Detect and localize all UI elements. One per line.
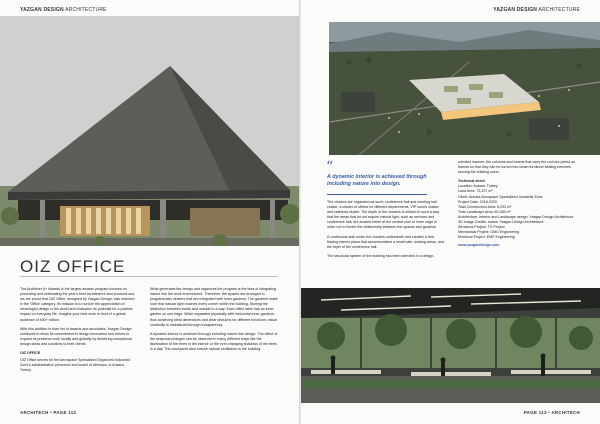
right-page: [301, 0, 600, 424]
paragraph: oriented manner; the columns and beams that carry the roof are joined as frames so that they can be turned into urban furniture/ seating benches serving the building users.: [458, 160, 576, 175]
aerial-illustration: [329, 22, 600, 155]
right-column-1: [327, 200, 445, 263]
interior-illustration: [301, 288, 600, 403]
paragraph: OIZ Office serves for the Aerospace Specialized Organized Industrial Zone's administrative personnel and board of directors, in Ankara, Turkey.: [20, 358, 130, 373]
tech-line: Total Landscape Area: 63,356 m²: [458, 209, 511, 214]
paragraph: With this addition to their list of awards and accolades, Yazgan Design continues to show its commitment to design innovation and strives to expand its presence both locally and globally by delivering exceptional design ideas and solutions to their clients.: [20, 326, 132, 346]
running-head-right: YAZGAN DESIGN ARCHITECTURE: [493, 7, 580, 13]
tech-line: 3D Image Credits: Isatus, Yazgan Design Architecture: [458, 220, 544, 225]
article-title: OIZ OFFICE: [20, 257, 126, 276]
left-column-1: [20, 287, 137, 377]
aerial-night-photo: [329, 22, 600, 155]
tech-line: Location: Ankara, Turkey: [458, 184, 498, 189]
running-head-left: YAZGAN DESIGN ARCHITECTURE: [20, 7, 107, 13]
left-page: [0, 0, 299, 424]
paragraph: The clusters are organized as such; conference hall and meeting hall cluster, a cluster of offices for different departments, VIP rooms cluster, and cafeteria cluster. The depth of the clusters is utilized in such a way that the areas that do not require natural light, such as services and conference hall, are located either at the central core or inner edge in order not to hinder the relationship between the spaces and gardens.: [327, 200, 440, 230]
paragraph: A dynamic interior is achieved through including nature into design. The effect of the seasonal changes can be observed in many different ways like the illumination of the trees in the interior or the ever-changing shadows of the trees in a day. The courtyards also ensure natural ventilation in the building.: [150, 331, 278, 352]
paragraph: The Architizer A+ Awards is the largest awards program focused on promoting and celebrating the year's best architecture and products and we are proud that OIZ Office, designed by Yazgan Design, was selected in the 'Office' category. Its mission is to nurture the appreciation of meaningful design in the world and champion its potential for a positive impact on everyday life. Imagine your best work in front of a global audience of 400+ million.: [20, 287, 135, 322]
pull-quote: A dynamic interior is achieved through including nature into design.: [327, 174, 427, 187]
tech-line: Electrical Project: EMP Engineering: [458, 235, 515, 240]
page-footer-right: PAGE 113 • ARCHITECH: [523, 410, 580, 415]
building-illustration: [0, 16, 299, 246]
right-column-2: [458, 160, 583, 253]
tech-line: Project Date: 2018-2020: [458, 199, 497, 204]
tech-line: Land Area: 73,237 m²: [458, 189, 493, 194]
section-heading: OIZ OFFICE: [20, 351, 41, 356]
tech-line: Structural Project: TG Project: [458, 225, 505, 230]
tech-line: Mechanical Project: GMG Engineering: [458, 230, 520, 235]
website-link[interactable]: www.yazgandesign.com: [458, 243, 500, 248]
tech-line: Architecture, Interior and Landscape design: Yazgan Design Architecture: [458, 214, 574, 219]
tech-line: Client: Ankara Aerospace Specialized Industrial Zone: [458, 194, 543, 199]
title-divider: [20, 276, 278, 277]
paragraph: The structural system of the building has been selected in a design-: [327, 253, 435, 258]
pull-quote-divider: [327, 194, 427, 195]
interior-office-photo: [301, 288, 600, 403]
left-column-2: [150, 287, 280, 356]
technical-sheet-heading: Technical sheet: [458, 179, 485, 184]
tech-line: Total Construction Area: 6,293 m²: [458, 204, 512, 209]
page-footer-left: ARCHITECH • PAGE 112: [20, 410, 77, 415]
building-exterior-photo: [0, 16, 299, 246]
paragraph: What generates the design and organizes the program is the idea of integrating nature into the work environment. Therefore, the spaces are arranged in programmatic clusters that are integrated with inner gardens. The gardens make sure that natural light reaches every corner within the building, blurring the distinction between inside and outside in a way. Each office table has an inner garden on one edge. While separated physically with horizontal inner gardens, thus achieving ideal dimensions and clear divisions for different functions; visual continuity is maintained through transparency.: [150, 287, 278, 327]
quote-mark-icon: “: [326, 159, 334, 175]
paragraph: A continuous slab under the clusters underneath and creates a free-flowing interior plaza that accommodates a small cafe, seating areas, and the foyer of the conference hall.: [327, 234, 444, 249]
